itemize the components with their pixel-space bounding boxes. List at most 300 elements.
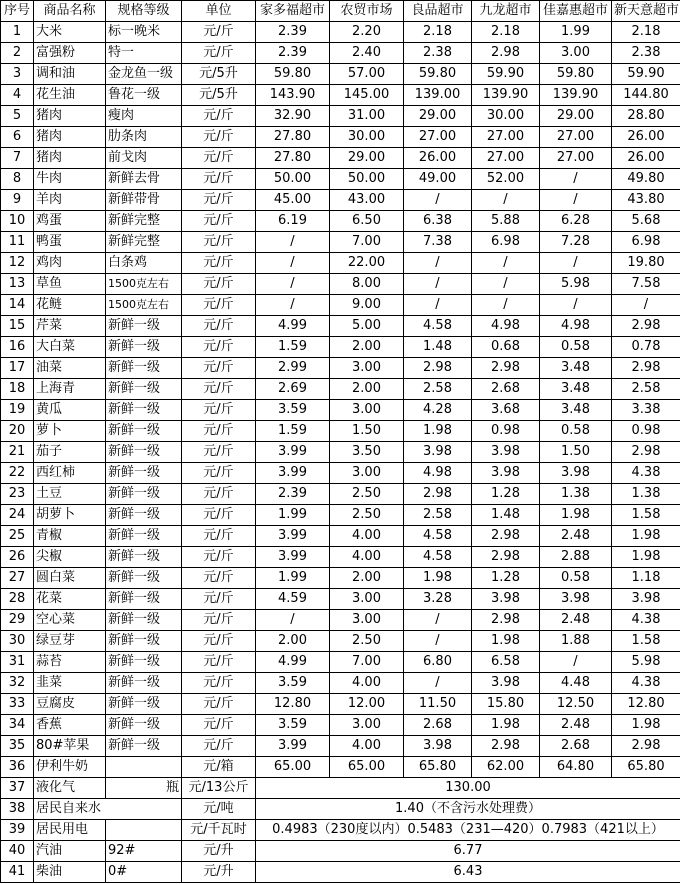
price-cell: 0.78 — [612, 337, 680, 358]
price-cell: 4.38 — [612, 673, 680, 694]
table-row — [1, 232, 680, 253]
unit: 元/斤 — [182, 715, 256, 736]
row-number: 21 — [1, 442, 34, 463]
table-row — [1, 421, 680, 442]
product-spec: 新鲜一级 — [106, 547, 182, 568]
price-cell: 143.90 — [256, 85, 330, 106]
price-cell: 1.88 — [540, 631, 612, 652]
row-number: 25 — [1, 526, 34, 547]
product-name: 花生油 — [34, 85, 106, 106]
unit: 元/斤 — [182, 400, 256, 421]
header-cell: 商品名称 — [34, 1, 106, 22]
price-cell: 1.98 — [540, 505, 612, 526]
product-name: 上海青 — [34, 379, 106, 400]
product-name: 草鱼 — [34, 274, 106, 295]
price-cell: 2.00 — [330, 337, 404, 358]
unit: 元/斤 — [182, 295, 256, 316]
price-cell: 4.58 — [404, 547, 472, 568]
row-number: 16 — [1, 337, 34, 358]
product-name: 猪肉 — [34, 127, 106, 148]
header-cell: 新天意超市 — [612, 1, 680, 22]
row-number: 10 — [1, 211, 34, 232]
unit: 元/斤 — [182, 526, 256, 547]
price-cell: / — [540, 295, 612, 316]
product-name: 调和油 — [34, 64, 106, 85]
price-cell: 6.28 — [540, 211, 612, 232]
price-cell: 3.98 — [472, 463, 540, 484]
price-cell: 6.80 — [404, 652, 472, 673]
table-row — [1, 400, 680, 421]
price-cell: 5.68 — [612, 211, 680, 232]
product-name: 土豆 — [34, 484, 106, 505]
price-cell: 3.59 — [256, 673, 330, 694]
price-cell: 2.00 — [330, 379, 404, 400]
row-number: 35 — [1, 736, 34, 757]
product-spec: 新鲜一级 — [106, 568, 182, 589]
price-cell: 27.80 — [256, 148, 330, 169]
price-cell: 3.48 — [540, 358, 612, 379]
unit: 元/13公斤 — [182, 778, 256, 799]
price-cell: 19.80 — [612, 253, 680, 274]
price-cell: 3.50 — [330, 442, 404, 463]
table-row — [1, 190, 680, 211]
table-row — [1, 694, 680, 715]
price-cell: 2.39 — [256, 43, 330, 64]
product-spec — [106, 820, 182, 841]
price-cell: 5.88 — [472, 211, 540, 232]
unit: 元/斤 — [182, 421, 256, 442]
table-row — [1, 463, 680, 484]
row-number: 4 — [1, 85, 34, 106]
price-cell: 6.38 — [404, 211, 472, 232]
row-number: 1 — [1, 22, 34, 43]
price-cell: 12.80 — [256, 694, 330, 715]
price-cell: 2.38 — [404, 43, 472, 64]
price-cell: 1.38 — [612, 484, 680, 505]
price-cell: / — [540, 190, 612, 211]
product-name: 油菜 — [34, 358, 106, 379]
unit: 元/5升 — [182, 64, 256, 85]
table-row — [1, 253, 680, 274]
product-spec: 新鲜去骨 — [106, 169, 182, 190]
header-row — [1, 1, 680, 22]
row-number: 23 — [1, 484, 34, 505]
row-number: 5 — [1, 106, 34, 127]
unit: 元/斤 — [182, 232, 256, 253]
price-cell: 32.90 — [256, 106, 330, 127]
row-number: 3 — [1, 64, 34, 85]
price-cell: 28.80 — [612, 106, 680, 127]
price-cell: 27.00 — [472, 127, 540, 148]
product-spec: 新鲜一级 — [106, 484, 182, 505]
table-row — [1, 673, 680, 694]
product-name: 茄子 — [34, 442, 106, 463]
table-row — [1, 43, 680, 64]
product-spec: 前戈肉 — [106, 148, 182, 169]
price-cell: 3.59 — [256, 400, 330, 421]
product-spec: 新鲜完整 — [106, 232, 182, 253]
price-cell: 29.00 — [540, 106, 612, 127]
product-spec: 1500克左右 — [106, 274, 182, 295]
table-row — [1, 820, 680, 841]
product-name: 柴油 — [34, 862, 106, 883]
price-cell: 2.98 — [472, 358, 540, 379]
unit: 元/斤 — [182, 547, 256, 568]
product-name: 绿豆芽 — [34, 631, 106, 652]
product-name: 大白菜 — [34, 337, 106, 358]
price-cell: 30.00 — [472, 106, 540, 127]
price-cell: 26.00 — [612, 127, 680, 148]
product-spec: 特一 — [106, 43, 182, 64]
price-cell: 139.90 — [540, 85, 612, 106]
table-row — [1, 757, 680, 778]
unit: 元/斤 — [182, 484, 256, 505]
unit: 元/斤 — [182, 358, 256, 379]
price-cell: 4.38 — [612, 610, 680, 631]
merged-price-cell: 130.00 — [256, 778, 680, 799]
unit: 元/斤 — [182, 589, 256, 610]
product-name: 韭菜 — [34, 673, 106, 694]
price-cell: 59.80 — [404, 64, 472, 85]
table-row — [1, 610, 680, 631]
price-cell: 27.00 — [540, 148, 612, 169]
price-cell: 4.38 — [612, 463, 680, 484]
price-cell: 0.58 — [540, 421, 612, 442]
price-cell: 4.99 — [256, 652, 330, 673]
header-cell: 农贸市场 — [330, 1, 404, 22]
product-name: 豆腐皮 — [34, 694, 106, 715]
unit: 元/斤 — [182, 379, 256, 400]
product-spec: 新鲜一级 — [106, 442, 182, 463]
price-cell: 4.98 — [540, 316, 612, 337]
product-name: 猪肉 — [34, 106, 106, 127]
price-cell: 62.00 — [472, 757, 540, 778]
product-spec — [106, 757, 182, 778]
price-cell: 5.00 — [330, 316, 404, 337]
product-spec: 瓶 — [106, 778, 182, 799]
price-cell: 3.98 — [612, 589, 680, 610]
price-cell: 2.39 — [256, 22, 330, 43]
unit: 元/斤 — [182, 211, 256, 232]
price-cell: 59.90 — [612, 64, 680, 85]
product-spec: 新鲜一级 — [106, 379, 182, 400]
price-cell: 2.98 — [472, 547, 540, 568]
row-number: 14 — [1, 295, 34, 316]
price-cell: 3.00 — [330, 715, 404, 736]
product-name: 圆白菜 — [34, 568, 106, 589]
price-cell: 65.80 — [404, 757, 472, 778]
price-cell: 2.20 — [330, 22, 404, 43]
product-spec: 新鲜一级 — [106, 400, 182, 421]
table-row — [1, 85, 680, 106]
product-name: 牛肉 — [34, 169, 106, 190]
price-cell: 7.38 — [404, 232, 472, 253]
price-cell: 2.50 — [330, 631, 404, 652]
price-cell: 2.98 — [612, 736, 680, 757]
price-cell: / — [256, 274, 330, 295]
price-cell: 3.00 — [540, 43, 612, 64]
price-cell: 1.98 — [612, 547, 680, 568]
unit: 元/5升 — [182, 85, 256, 106]
product-name: 伊利牛奶 — [34, 757, 106, 778]
price-cell: 29.00 — [330, 148, 404, 169]
price-cell: 57.00 — [330, 64, 404, 85]
price-cell: 2.98 — [612, 358, 680, 379]
product-name: 猪肉 — [34, 148, 106, 169]
price-cell: 2.18 — [472, 22, 540, 43]
price-cell: 26.00 — [404, 148, 472, 169]
merged-price-cell: 1.40（不含污水处理费） — [256, 799, 680, 820]
table-row — [1, 862, 680, 883]
price-cell: 3.99 — [256, 547, 330, 568]
price-cell: 3.59 — [256, 715, 330, 736]
price-cell: 2.98 — [472, 610, 540, 631]
product-spec: 新鲜一级 — [106, 736, 182, 757]
price-cell: 43.00 — [330, 190, 404, 211]
price-cell: 3.99 — [256, 442, 330, 463]
price-cell: 1.98 — [612, 526, 680, 547]
product-name: 居民用电 — [34, 820, 106, 841]
price-cell: / — [472, 274, 540, 295]
price-cell: 2.58 — [404, 505, 472, 526]
price-cell: 12.00 — [330, 694, 404, 715]
price-cell: 4.00 — [330, 547, 404, 568]
product-spec: 0# — [106, 862, 182, 883]
table-row — [1, 358, 680, 379]
price-cell: 52.00 — [472, 169, 540, 190]
price-cell: 4.98 — [472, 316, 540, 337]
price-cell: / — [540, 652, 612, 673]
header-cell: 单位 — [182, 1, 256, 22]
price-cell: 4.99 — [256, 316, 330, 337]
product-name: 羊肉 — [34, 190, 106, 211]
table-row — [1, 589, 680, 610]
product-spec: 新鲜一级 — [106, 631, 182, 652]
price-cell: 2.58 — [404, 379, 472, 400]
price-cell: 50.00 — [256, 169, 330, 190]
row-number: 38 — [1, 799, 34, 820]
price-cell: 0.98 — [472, 421, 540, 442]
price-cell: 0.98 — [612, 421, 680, 442]
price-cell: / — [472, 190, 540, 211]
table-row — [1, 64, 680, 85]
unit: 元/吨 — [182, 799, 256, 820]
product-spec: 92# — [106, 841, 182, 862]
product-name: 鸭蛋 — [34, 232, 106, 253]
price-cell: 1.58 — [612, 631, 680, 652]
row-number: 12 — [1, 253, 34, 274]
price-cell: / — [472, 253, 540, 274]
price-cell: / — [256, 253, 330, 274]
product-spec: 新鲜一级 — [106, 505, 182, 526]
price-cell: 3.00 — [330, 400, 404, 421]
price-cell: 3.98 — [404, 442, 472, 463]
table-row — [1, 841, 680, 862]
table-row — [1, 799, 680, 820]
price-cell: / — [540, 253, 612, 274]
table-row — [1, 148, 680, 169]
unit: 元/斤 — [182, 631, 256, 652]
product-spec: 鲁花一级 — [106, 85, 182, 106]
unit: 元/斤 — [182, 442, 256, 463]
row-number: 9 — [1, 190, 34, 211]
price-cell: 0.68 — [472, 337, 540, 358]
unit: 元/斤 — [182, 673, 256, 694]
row-number: 27 — [1, 568, 34, 589]
table-row — [1, 337, 680, 358]
table-row — [1, 526, 680, 547]
price-cell: 7.58 — [612, 274, 680, 295]
price-cell: 50.00 — [330, 169, 404, 190]
price-cell: 29.00 — [404, 106, 472, 127]
price-cell: 4.00 — [330, 673, 404, 694]
row-number: 41 — [1, 862, 34, 883]
price-cell: 31.00 — [330, 106, 404, 127]
price-cell: 59.80 — [256, 64, 330, 85]
price-cell: 49.80 — [612, 169, 680, 190]
price-cell: 1.18 — [612, 568, 680, 589]
price-cell: / — [404, 190, 472, 211]
unit: 元/千瓦时 — [182, 820, 256, 841]
price-cell: 3.00 — [330, 463, 404, 484]
price-cell: 2.98 — [404, 358, 472, 379]
price-cell: 145.00 — [330, 85, 404, 106]
product-name: 芹菜 — [34, 316, 106, 337]
product-name: 鸡肉 — [34, 253, 106, 274]
table-row — [1, 652, 680, 673]
product-name: 萝卜 — [34, 421, 106, 442]
product-name: 汽油 — [34, 841, 106, 862]
price-cell: 0.58 — [540, 568, 612, 589]
price-cell: 2.00 — [330, 568, 404, 589]
price-cell: 6.58 — [472, 652, 540, 673]
price-cell: 2.18 — [404, 22, 472, 43]
price-cell: 26.00 — [612, 148, 680, 169]
price-cell: 2.99 — [256, 358, 330, 379]
unit: 元/斤 — [182, 253, 256, 274]
row-number: 28 — [1, 589, 34, 610]
row-number: 19 — [1, 400, 34, 421]
price-cell: 3.48 — [540, 379, 612, 400]
price-cell: 3.99 — [256, 463, 330, 484]
table-row — [1, 274, 680, 295]
price-cell: 2.48 — [540, 610, 612, 631]
row-number: 13 — [1, 274, 34, 295]
table-body — [1, 22, 680, 883]
product-spec: 肋条肉 — [106, 127, 182, 148]
price-cell: 139.00 — [404, 85, 472, 106]
price-cell: 9.00 — [330, 295, 404, 316]
price-cell: 6.98 — [612, 232, 680, 253]
product-spec: 新鲜一级 — [106, 652, 182, 673]
unit: 元/斤 — [182, 337, 256, 358]
product-spec: 新鲜一级 — [106, 337, 182, 358]
table-row — [1, 484, 680, 505]
unit: 元/斤 — [182, 148, 256, 169]
price-cell: 3.98 — [472, 673, 540, 694]
product-name: 80#苹果 — [34, 736, 106, 757]
row-number: 31 — [1, 652, 34, 673]
price-cell: 4.28 — [404, 400, 472, 421]
price-cell: / — [540, 169, 612, 190]
unit: 元/斤 — [182, 127, 256, 148]
row-number: 37 — [1, 778, 34, 799]
header-cell: 佳嘉惠超市 — [540, 1, 612, 22]
table-row — [1, 106, 680, 127]
product-name: 空心菜 — [34, 610, 106, 631]
unit: 元/升 — [182, 862, 256, 883]
price-cell: 3.48 — [540, 400, 612, 421]
unit: 元/斤 — [182, 736, 256, 757]
price-cell: 1.99 — [256, 568, 330, 589]
table-row — [1, 169, 680, 190]
price-cell: 2.98 — [612, 316, 680, 337]
row-number: 26 — [1, 547, 34, 568]
product-name: 尖椒 — [34, 547, 106, 568]
row-number: 36 — [1, 757, 34, 778]
unit: 元/斤 — [182, 652, 256, 673]
price-cell: 15.80 — [472, 694, 540, 715]
price-cell: 139.90 — [472, 85, 540, 106]
unit: 元/斤 — [182, 274, 256, 295]
price-cell: 3.98 — [540, 463, 612, 484]
product-spec: 新鲜一级 — [106, 358, 182, 379]
price-cell: 2.38 — [612, 43, 680, 64]
price-cell: 65.00 — [256, 757, 330, 778]
price-cell: 4.58 — [404, 316, 472, 337]
price-cell: 43.80 — [612, 190, 680, 211]
price-cell: 12.80 — [612, 694, 680, 715]
unit: 元/斤 — [182, 694, 256, 715]
price-cell: 3.00 — [330, 610, 404, 631]
row-number: 22 — [1, 463, 34, 484]
price-cell: 3.00 — [330, 358, 404, 379]
product-spec: 新鲜一级 — [106, 421, 182, 442]
price-cell: 1.98 — [472, 631, 540, 652]
price-cell: 27.00 — [472, 148, 540, 169]
unit: 元/斤 — [182, 190, 256, 211]
header-cell: 九龙超市 — [472, 1, 540, 22]
table-row — [1, 316, 680, 337]
product-spec: 标一晚米 — [106, 22, 182, 43]
price-cell: 3.68 — [472, 400, 540, 421]
row-number: 2 — [1, 43, 34, 64]
unit: 元/斤 — [182, 505, 256, 526]
price-cell: 4.00 — [330, 526, 404, 547]
row-number: 40 — [1, 841, 34, 862]
product-spec: 新鲜一级 — [106, 673, 182, 694]
price-cell: / — [256, 610, 330, 631]
price-cell: 11.50 — [404, 694, 472, 715]
merged-price-cell: 6.77 — [256, 841, 680, 862]
price-cell: 27.00 — [540, 127, 612, 148]
unit: 元/箱 — [182, 757, 256, 778]
product-name: 花鲢 — [34, 295, 106, 316]
price-cell: 2.48 — [540, 526, 612, 547]
price-cell: 1.28 — [472, 568, 540, 589]
price-cell: 3.98 — [472, 442, 540, 463]
price-cell: 1.50 — [330, 421, 404, 442]
price-cell: / — [404, 295, 472, 316]
price-cell: 0.58 — [540, 337, 612, 358]
price-cell: 49.00 — [404, 169, 472, 190]
product-spec: 金龙鱼一级 — [106, 64, 182, 85]
unit: 元/斤 — [182, 43, 256, 64]
price-cell: 1.48 — [472, 505, 540, 526]
price-cell: / — [256, 232, 330, 253]
price-cell: 4.00 — [330, 736, 404, 757]
price-cell: 3.00 — [330, 589, 404, 610]
